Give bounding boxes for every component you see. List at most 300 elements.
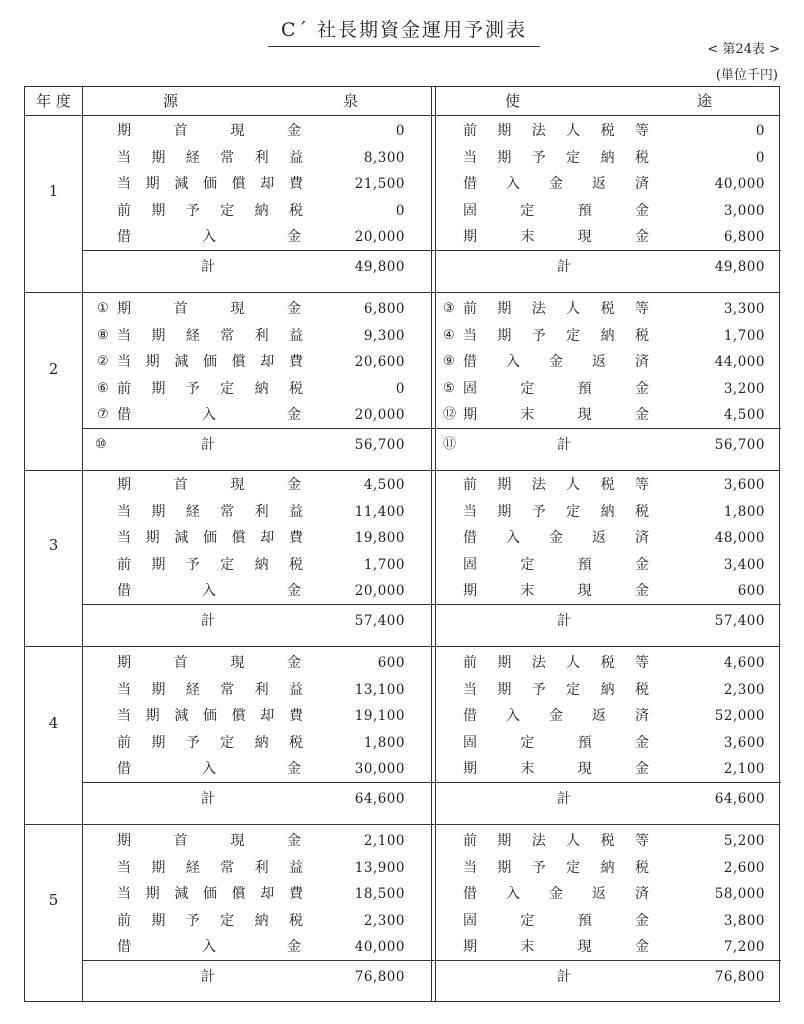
label-char: 返 <box>592 354 606 370</box>
use-value: 2,600 <box>723 859 765 876</box>
use-value: 1,800 <box>723 503 765 520</box>
label-char: 定 <box>520 556 535 573</box>
source-value: 11,400 <box>354 503 405 520</box>
label-char: 期 <box>117 833 131 849</box>
source-value: 13,100 <box>354 681 405 698</box>
source-value: 20,000 <box>354 583 405 599</box>
row-marker: ⑦ <box>97 407 109 422</box>
label-char: 金 <box>634 380 649 397</box>
label-char: 末 <box>520 939 535 955</box>
row-marker: ④ <box>443 327 455 343</box>
label-char: 期 <box>497 681 512 698</box>
label-char: 期 <box>151 327 166 344</box>
row-marker: ② <box>97 354 109 369</box>
label-char: 前 <box>117 734 131 751</box>
item-label <box>463 934 649 960</box>
label-char: 予 <box>185 912 200 929</box>
label-char: 定 <box>566 503 581 520</box>
label-char: 償 <box>231 708 246 724</box>
label-char: 前 <box>463 301 477 317</box>
label-char: 予 <box>185 556 200 573</box>
item-label <box>117 756 301 782</box>
source-row <box>25 323 431 349</box>
item-label <box>117 376 303 402</box>
label-char: 期 <box>151 912 166 929</box>
item-label <box>463 703 649 729</box>
label-char: 期 <box>497 477 512 493</box>
label-char: 預 <box>577 202 592 219</box>
use-value: 40,000 <box>714 176 765 192</box>
year-label: 4 <box>48 714 59 732</box>
label-char: 利 <box>254 503 269 520</box>
source-row <box>25 730 431 756</box>
label-char: 却 <box>260 886 275 902</box>
label-char: 期 <box>497 655 512 671</box>
use-row <box>435 402 781 428</box>
use-value: 600 <box>737 583 765 599</box>
item-label <box>463 552 649 578</box>
label-char: 当 <box>117 530 131 546</box>
item-label <box>463 677 649 703</box>
label-char: 税 <box>634 327 649 344</box>
item-label <box>117 296 301 322</box>
label-char: 価 <box>202 530 217 546</box>
table-header <box>25 87 779 116</box>
label-char: 常 <box>220 327 235 344</box>
source-value: 20,000 <box>354 407 405 423</box>
use-row <box>435 756 781 782</box>
source-value: 20,600 <box>354 354 405 370</box>
source-row <box>25 934 431 960</box>
item-label <box>463 402 649 428</box>
label-char: 金 <box>287 583 301 599</box>
source-total-value: 56,700 <box>354 437 405 453</box>
label-char: 価 <box>202 354 217 370</box>
label-char: 税 <box>600 301 615 317</box>
row-marker: ⑨ <box>443 354 455 369</box>
item-label <box>463 224 649 250</box>
label-char: 期 <box>117 477 131 493</box>
source-total-row <box>25 432 431 458</box>
use-total-value: 64,600 <box>714 791 765 807</box>
item-label <box>117 855 303 881</box>
year-block <box>25 115 779 293</box>
label-char: 入 <box>202 407 216 423</box>
use-row <box>435 198 781 224</box>
label-char: 税 <box>634 859 649 876</box>
source-row <box>25 171 431 197</box>
label-char: 減 <box>174 354 189 370</box>
label-char: 固 <box>463 202 477 219</box>
item-label <box>463 756 649 782</box>
source-row <box>25 349 431 375</box>
label-char: 定 <box>566 327 581 344</box>
use-row <box>435 730 781 756</box>
use-row <box>435 376 781 402</box>
use-row <box>435 349 781 375</box>
label-char: 現 <box>577 407 592 423</box>
label-char: 預 <box>577 556 592 573</box>
use-row <box>435 145 781 171</box>
item-label <box>463 118 649 144</box>
use-row <box>435 224 781 250</box>
item-label <box>117 145 303 171</box>
label-char: 前 <box>117 202 131 219</box>
label-char: 償 <box>231 354 246 370</box>
label-char: 予 <box>531 327 546 344</box>
year-block <box>25 469 779 647</box>
label-char: 定 <box>566 859 581 876</box>
label-char: 法 <box>531 655 546 671</box>
use-total-row <box>435 786 781 812</box>
label-char: 予 <box>531 503 546 520</box>
item-label <box>117 118 301 144</box>
source-row <box>25 650 431 676</box>
label-char: 費 <box>288 708 303 724</box>
label-char: 法 <box>531 123 546 139</box>
use-total-row <box>435 254 781 280</box>
label-char: 納 <box>254 734 269 751</box>
label-char: 予 <box>185 734 200 751</box>
label-char: 済 <box>635 530 649 546</box>
source-row <box>25 296 431 322</box>
label-char: 期 <box>151 556 166 573</box>
source-value: 19,800 <box>354 530 405 546</box>
item-label <box>463 323 649 349</box>
label-char: 法 <box>531 833 546 849</box>
label-char: 等 <box>634 123 649 139</box>
label-char: 期 <box>497 123 512 139</box>
header-use-1: 使 <box>505 92 521 110</box>
row-marker: ⑤ <box>443 380 455 396</box>
label-char: 当 <box>463 681 477 698</box>
use-total-value: 76,800 <box>714 969 765 985</box>
source-value: 40,000 <box>354 939 405 955</box>
label-char: 期 <box>463 407 477 423</box>
label-char: 税 <box>600 477 615 493</box>
label-char: 金 <box>287 761 301 777</box>
item-label <box>117 198 303 224</box>
label-char: 金 <box>286 123 301 139</box>
label-char: 首 <box>173 655 188 671</box>
label-char: 人 <box>566 123 581 139</box>
total-label: 計 <box>557 437 571 453</box>
use-value: 3,400 <box>723 556 765 573</box>
label-char: 現 <box>230 123 245 139</box>
use-value: 4,600 <box>723 655 765 671</box>
label-char: 前 <box>117 380 131 397</box>
label-char: 納 <box>600 149 615 166</box>
label-char: 借 <box>117 229 131 245</box>
label-char: 利 <box>254 327 269 344</box>
label-char: 末 <box>520 583 535 599</box>
item-label <box>117 349 303 375</box>
use-total-value: 57,400 <box>714 613 765 629</box>
row-marker: ⑧ <box>97 327 109 343</box>
label-char: 首 <box>173 477 188 493</box>
label-char: 期 <box>463 761 477 777</box>
label-char: 期 <box>497 859 512 876</box>
label-char: 固 <box>463 556 477 573</box>
item-label <box>463 855 649 881</box>
label-char: 定 <box>566 681 581 698</box>
item-label <box>117 677 303 703</box>
label-char: 期 <box>497 833 512 849</box>
label-char: 益 <box>288 503 303 520</box>
label-char: 期 <box>497 301 512 317</box>
label-char: 末 <box>520 229 535 245</box>
label-char: 現 <box>577 939 592 955</box>
source-value: 8,300 <box>363 149 405 166</box>
label-char: 返 <box>592 530 606 546</box>
label-char: 税 <box>600 833 615 849</box>
use-value: 6,800 <box>723 229 765 245</box>
label-char: 価 <box>202 176 217 192</box>
label-char: 金 <box>634 202 649 219</box>
year-label: 5 <box>48 890 59 909</box>
label-char: 益 <box>288 859 303 876</box>
label-char: 借 <box>117 583 131 599</box>
item-label <box>463 171 649 197</box>
total-marker: ⑩ <box>95 437 107 452</box>
source-value: 1,800 <box>363 734 405 751</box>
item-label <box>117 881 303 907</box>
forecast-table <box>24 86 780 1002</box>
label-char: 税 <box>288 202 303 219</box>
item-label <box>117 703 303 729</box>
item-label <box>463 198 649 224</box>
label-char: 金 <box>549 708 563 724</box>
label-char: 当 <box>117 176 131 192</box>
label-char: 預 <box>577 912 592 929</box>
label-char: 予 <box>531 149 546 166</box>
source-row <box>25 499 431 525</box>
label-char: 済 <box>635 708 649 724</box>
label-char: 金 <box>549 354 563 370</box>
total-divider <box>82 428 781 429</box>
use-value: 7,200 <box>723 939 765 955</box>
use-total-row <box>435 432 781 458</box>
use-value: 3,800 <box>723 912 765 929</box>
label-char: 定 <box>220 202 235 219</box>
label-char: 当 <box>117 354 131 370</box>
label-char: 期 <box>151 503 166 520</box>
label-char: 定 <box>220 380 235 397</box>
use-row <box>435 525 781 551</box>
label-char: 益 <box>288 681 303 698</box>
item-label <box>117 578 301 604</box>
label-char: 借 <box>117 407 131 423</box>
label-char: 定 <box>520 734 535 751</box>
label-char: 減 <box>174 886 189 902</box>
source-value: 0 <box>395 380 405 397</box>
label-char: 期 <box>145 708 160 724</box>
use-value: 4,500 <box>723 407 765 423</box>
label-char: 定 <box>520 380 535 397</box>
label-char: 入 <box>506 886 520 902</box>
header-use-2: 途 <box>697 92 713 110</box>
source-row <box>25 472 431 498</box>
source-row <box>25 855 431 881</box>
label-char: 税 <box>634 681 649 698</box>
item-label <box>463 650 649 676</box>
page-title: C´ 社長期資金運用予測表 <box>268 14 540 47</box>
label-char: 常 <box>220 503 235 520</box>
label-char: 定 <box>220 734 235 751</box>
label-char: 済 <box>635 354 649 370</box>
source-value: 0 <box>395 202 405 219</box>
label-char: 費 <box>288 530 303 546</box>
use-total-value: 49,800 <box>714 259 765 275</box>
label-char: 済 <box>635 886 649 902</box>
label-char: 預 <box>577 734 592 751</box>
label-char: 当 <box>463 149 477 166</box>
label-char: 予 <box>531 859 546 876</box>
label-char: 納 <box>600 681 615 698</box>
year-block <box>25 825 779 1000</box>
label-char: 償 <box>231 176 246 192</box>
label-char: 首 <box>173 123 188 139</box>
use-row <box>435 296 781 322</box>
item-label <box>117 552 303 578</box>
label-char: 予 <box>531 681 546 698</box>
label-char: 期 <box>463 583 477 599</box>
label-char: 却 <box>260 708 275 724</box>
source-value: 18,500 <box>354 886 405 902</box>
use-total-row <box>435 608 781 634</box>
label-char: 返 <box>592 176 606 192</box>
label-char: 期 <box>151 380 166 397</box>
label-char: 借 <box>463 886 477 902</box>
total-divider <box>82 604 781 605</box>
label-char: 金 <box>286 477 301 493</box>
label-char: 等 <box>634 655 649 671</box>
item-label <box>463 908 649 934</box>
source-value: 2,100 <box>363 833 405 849</box>
use-row <box>435 703 781 729</box>
source-value: 0 <box>395 123 405 139</box>
label-char: 税 <box>634 149 649 166</box>
source-row <box>25 376 431 402</box>
label-char: 現 <box>230 655 245 671</box>
label-char: 当 <box>117 708 131 724</box>
header-source-1: 源 <box>163 92 179 110</box>
label-char: 入 <box>506 530 520 546</box>
source-row <box>25 756 431 782</box>
label-char: 減 <box>174 530 189 546</box>
use-row <box>435 578 781 604</box>
label-char: 減 <box>174 708 189 724</box>
source-row <box>25 118 431 144</box>
label-char: 期 <box>151 202 166 219</box>
item-label <box>117 934 301 960</box>
label-char: 法 <box>531 301 546 317</box>
item-label <box>117 730 303 756</box>
label-char: 金 <box>287 939 301 955</box>
label-char: 金 <box>549 530 563 546</box>
item-label <box>117 323 303 349</box>
label-char: 期 <box>117 123 131 139</box>
label-char: 等 <box>634 477 649 493</box>
header-source-2: 泉 <box>343 92 359 110</box>
source-value: 4,500 <box>363 477 405 493</box>
label-char: 前 <box>463 123 477 139</box>
total-divider <box>82 960 781 961</box>
label-char: 済 <box>635 176 649 192</box>
source-total-value: 57,400 <box>354 613 405 629</box>
label-char: 期 <box>145 354 160 370</box>
label-char: 前 <box>117 912 131 929</box>
item-label <box>463 472 649 498</box>
label-char: 納 <box>600 503 615 520</box>
label-char: 定 <box>566 149 581 166</box>
item-label <box>463 828 649 854</box>
label-char: 金 <box>634 407 649 423</box>
label-char: 当 <box>117 859 131 876</box>
label-char: 減 <box>174 176 189 192</box>
label-char: 入 <box>202 761 216 777</box>
label-char: 金 <box>634 734 649 751</box>
total-divider <box>82 782 781 783</box>
label-char: 期 <box>151 149 166 166</box>
label-char: 入 <box>506 354 520 370</box>
total-label: 計 <box>557 969 571 985</box>
total-label: 計 <box>557 259 571 275</box>
label-char: 定 <box>220 556 235 573</box>
source-total-row <box>25 254 431 280</box>
label-char: 末 <box>520 761 535 777</box>
label-char: 経 <box>185 149 200 166</box>
use-row <box>435 323 781 349</box>
item-label <box>117 224 301 250</box>
label-char: 却 <box>260 354 275 370</box>
item-label <box>117 472 301 498</box>
row-marker: ⑥ <box>97 380 109 396</box>
label-char: 益 <box>288 327 303 344</box>
label-char: 借 <box>463 176 477 192</box>
label-char: 価 <box>202 708 217 724</box>
label-char: 期 <box>463 229 477 245</box>
label-char: 金 <box>287 229 301 245</box>
label-char: 当 <box>117 149 131 166</box>
total-marker: ⑪ <box>443 437 457 452</box>
row-marker: ⑫ <box>443 407 457 422</box>
source-row <box>25 402 431 428</box>
item-label <box>463 349 649 375</box>
label-char: 予 <box>185 202 200 219</box>
label-char: 当 <box>463 859 477 876</box>
label-char: 価 <box>202 886 217 902</box>
year-block <box>25 647 779 825</box>
label-char: 益 <box>288 149 303 166</box>
label-char: 納 <box>254 202 269 219</box>
label-char: 現 <box>577 761 592 777</box>
source-row <box>25 908 431 934</box>
label-char: 前 <box>117 556 131 573</box>
item-label <box>117 499 303 525</box>
label-char: 当 <box>117 681 131 698</box>
label-char: 金 <box>287 407 301 423</box>
label-char: 費 <box>288 354 303 370</box>
label-char: 経 <box>185 503 200 520</box>
label-char: 現 <box>577 583 592 599</box>
use-value: 0 <box>755 123 765 139</box>
use-value: 3,600 <box>723 734 765 751</box>
row-marker: ① <box>97 301 109 316</box>
total-label: 計 <box>201 969 215 985</box>
source-value: 1,700 <box>363 556 405 573</box>
label-char: 却 <box>260 176 275 192</box>
